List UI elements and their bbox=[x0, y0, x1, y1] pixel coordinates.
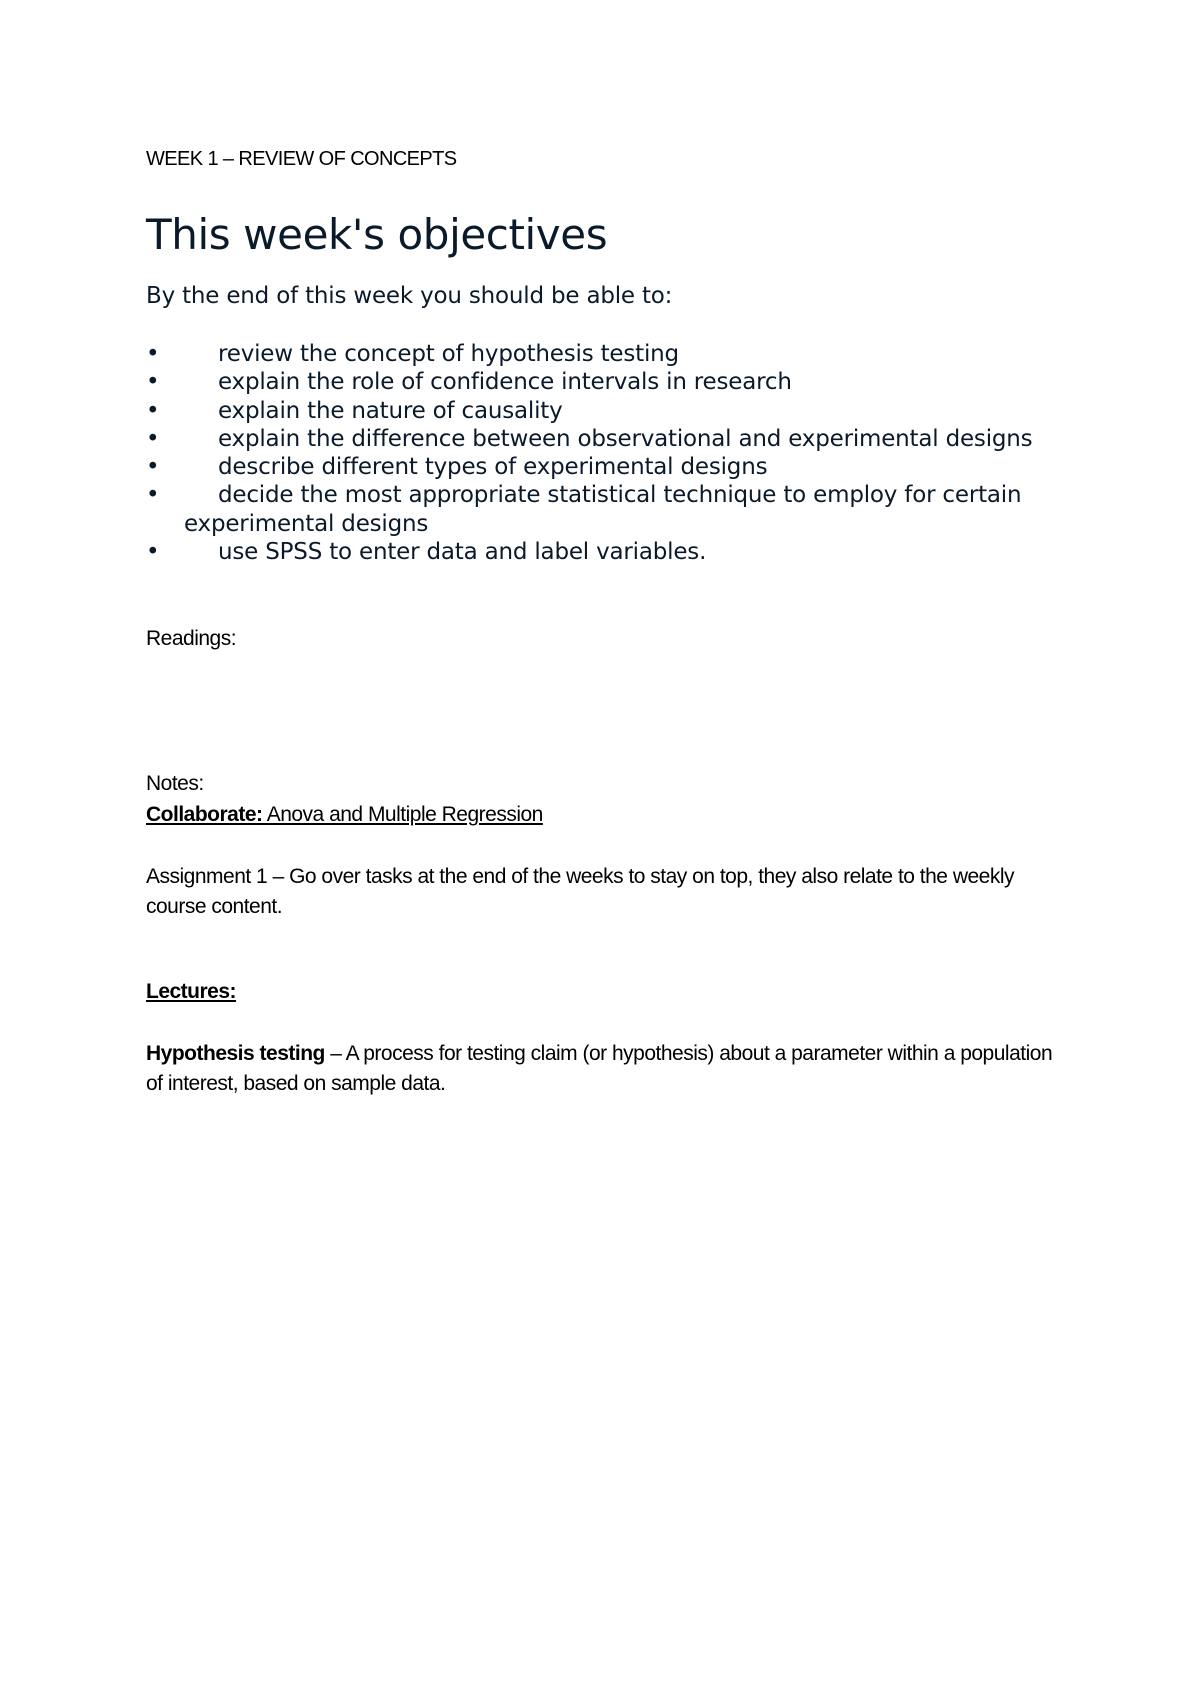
objectives-title: This week's objectives bbox=[146, 210, 608, 259]
objective-text: explain the difference between observational and experimental designs bbox=[218, 425, 1033, 452]
list-item bbox=[146, 368, 1046, 396]
bullet-icon: • bbox=[146, 539, 160, 566]
bullet-icon: • bbox=[146, 425, 160, 452]
list-item bbox=[146, 538, 1046, 566]
collaborate-text: Anova and Multiple Regression bbox=[262, 803, 543, 826]
list-item bbox=[146, 425, 1046, 453]
collaborate-link[interactable] bbox=[146, 803, 543, 827]
collaborate-label: Collaborate: bbox=[146, 803, 263, 826]
objective-text: use SPSS to enter data and label variables. bbox=[218, 539, 707, 566]
week-heading: WEEK 1 – REVIEW OF CONCEPTS bbox=[146, 148, 457, 170]
list-item bbox=[146, 453, 1046, 481]
objective-text: review the concept of hypothesis testing bbox=[218, 341, 679, 367]
list-item bbox=[146, 481, 1046, 538]
hypothesis-term: Hypothesis testing bbox=[146, 1042, 325, 1065]
list-item bbox=[146, 397, 1046, 425]
readings-label: Readings: bbox=[146, 627, 237, 650]
objective-text: explain the nature of causality bbox=[218, 397, 563, 424]
hypothesis-text: – A process for testing claim (or hypothesis) about a parameter within a population of interest, based on sample data. bbox=[146, 1042, 1053, 1095]
assignment-paragraph: Assignment 1 – Go over tasks at the end of the weeks to stay on top, they also relate to the weekly course content. bbox=[146, 865, 1015, 918]
hypothesis-definition bbox=[146, 1039, 1066, 1099]
bullet-icon: • bbox=[146, 397, 160, 424]
objective-text: decide the most appropriate statistical technique to employ for certain experimental designs bbox=[184, 482, 1022, 537]
notes-label: Notes: bbox=[146, 772, 204, 795]
list-item bbox=[146, 340, 1046, 368]
bullet-icon: • bbox=[146, 341, 160, 367]
objectives-list bbox=[146, 340, 1046, 566]
bullet-icon: • bbox=[146, 454, 160, 481]
objective-text: describe different types of experimental designs bbox=[218, 454, 768, 481]
objective-text: explain the role of confidence intervals in research bbox=[218, 369, 792, 396]
bullet-icon: • bbox=[146, 369, 160, 396]
lectures-heading: Lectures: bbox=[146, 980, 237, 1003]
bullet-icon: • bbox=[146, 482, 160, 509]
objectives-intro: By the end of this week you should be able to: bbox=[146, 283, 673, 309]
